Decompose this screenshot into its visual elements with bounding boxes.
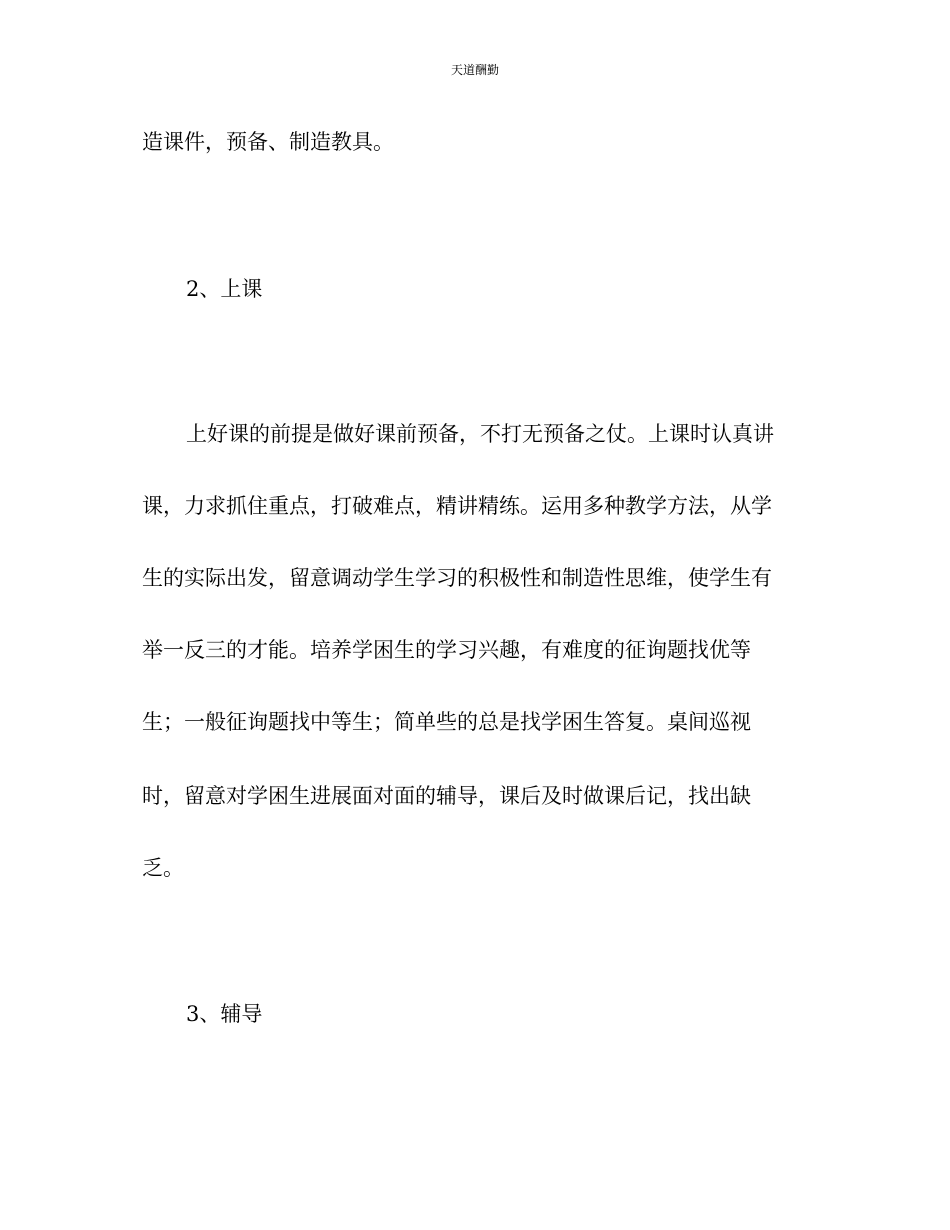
paragraph-line: 造课件，预备、制造教具。 xyxy=(142,130,394,154)
paragraph-line: 课，力求抓住重点，打破难点，精讲精练。运用多种教学方法，从学 xyxy=(142,494,772,518)
paragraph-line: 生；一般征询题找中等生；简单些的总是找学困生答复。桌间巡视 xyxy=(142,710,751,734)
paragraph-line: 时，留意对学困生进展面对面的辅导，课后及时做课后记，找出缺 xyxy=(142,784,751,808)
paragraph-line: 上好课的前提是做好课前预备，不打无预备之仗。上课时认真讲 xyxy=(186,422,774,446)
page-header: 天道酬勤 xyxy=(450,63,499,77)
section-heading-tutoring: 3、辅导 xyxy=(186,1002,263,1026)
paragraph-line: 举一反三的才能。培养学困生的学习兴趣，有难度的征询题找优等 xyxy=(142,638,751,662)
paragraph-line: 生的实际出发，留意调动学生学习的积极性和制造性思维，使学生有 xyxy=(142,566,772,590)
section-heading-class: 2、上课 xyxy=(186,277,263,301)
paragraph-line: 乏。 xyxy=(142,856,184,880)
